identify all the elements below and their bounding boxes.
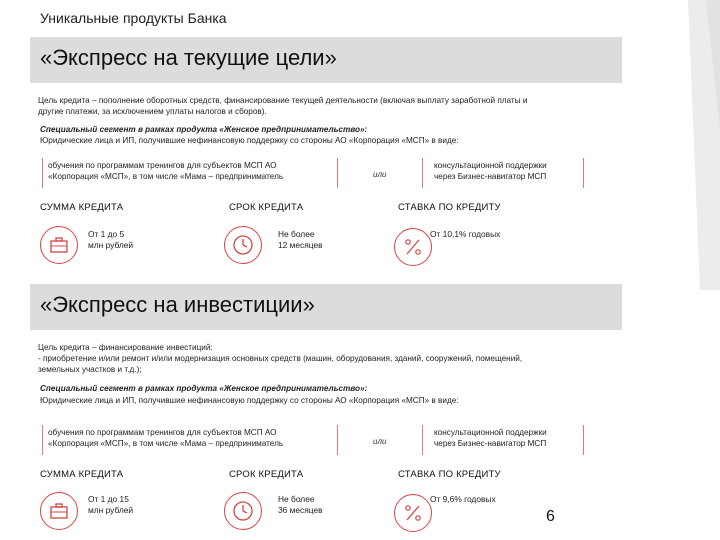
credit-purpose-text: Цель кредита – пополнение оборотных средств, финансирование текущей деятельности (включая выплату заработной платы и другие платежи, за исключением уплаты налогов и сборов).: [38, 96, 528, 116]
rate-label: СТАВКА ПО КРЕДИТУ: [398, 202, 501, 213]
credit-purpose-text: Цель кредита – финансирование инвестиций: - приобретение и/или ремонт и/или модернизация основных средств (машин, оборудования, зданий, сооружений, помещений, земельных участков и т.д.);: [38, 343, 523, 374]
option-training: обучения по программам тренингов для субъектов МСП АО «Корпорация «МСП», в том числе «Мама – предприниматель: [48, 428, 284, 448]
term-value: Не более 36 месяцев: [278, 494, 323, 515]
option-bracket: [578, 158, 584, 188]
option-consulting: консультационной поддержки через Бизнес-навигатор МСП: [434, 161, 547, 181]
option-consulting: консультационной поддержки через Бизнес-навигатор МСП: [434, 428, 547, 448]
product-title-banner: [30, 284, 622, 330]
option-bracket: [332, 425, 338, 455]
clock-icon: [224, 226, 262, 264]
rate-label: СТАВКА ПО КРЕДИТУ: [398, 469, 501, 480]
or-label: или: [373, 437, 387, 446]
sum-label: СУММА КРЕДИТА: [40, 202, 124, 213]
term-label: СРОК КРЕДИТА: [229, 202, 304, 213]
term-value: Не более 12 месяцев: [278, 229, 323, 250]
decorative-corner-shape: [680, 0, 720, 290]
special-segment-label: Специальный сегмент в рамках продукта «Женское предпринимательство»:: [40, 125, 368, 134]
product-title: «Экспресс на текущие цели»: [40, 45, 337, 70]
option-bracket: [578, 425, 584, 455]
percent-icon: [394, 228, 432, 266]
recipients-text: Юридические лица и ИП, получившие нефинансовую поддержку со стороны АО «Корпорация «МСП» в виде:: [40, 136, 459, 145]
percent-icon: [394, 494, 432, 532]
clock-icon: [224, 492, 262, 530]
option-training: обучения по программам тренингов для субъектов МСП АО «Корпорация «МСП», в том числе «Мама – предприниматель: [48, 161, 284, 181]
rate-value: От 10,1% годовых: [430, 229, 501, 239]
recipients-text: Юридические лица и ИП, получившие нефинансовую поддержку со стороны АО «Корпорация «МСП» в виде:: [40, 396, 459, 405]
sum-value: От 1 до 15 млн рублей: [88, 494, 134, 515]
briefcase-icon: [40, 492, 78, 530]
sum-label: СУММА КРЕДИТА: [40, 469, 124, 480]
option-bracket: [422, 425, 428, 455]
page-number: 6: [546, 508, 555, 525]
option-bracket: [422, 158, 428, 188]
sum-value: От 1 до 5 млн рублей: [88, 229, 134, 250]
product-title: «Экспресс на инвестиции»: [40, 292, 315, 317]
page-header-title: Уникальные продукты Банка: [40, 10, 227, 26]
term-label: СРОК КРЕДИТА: [229, 469, 304, 480]
rate-value: От 9,6% годовых: [430, 494, 496, 504]
briefcase-icon: [40, 226, 78, 264]
or-label: или: [373, 170, 387, 179]
special-segment-label: Специальный сегмент в рамках продукта «Женское предпринимательство»:: [40, 384, 368, 393]
option-bracket: [332, 158, 338, 188]
product-title-banner: [30, 37, 622, 83]
